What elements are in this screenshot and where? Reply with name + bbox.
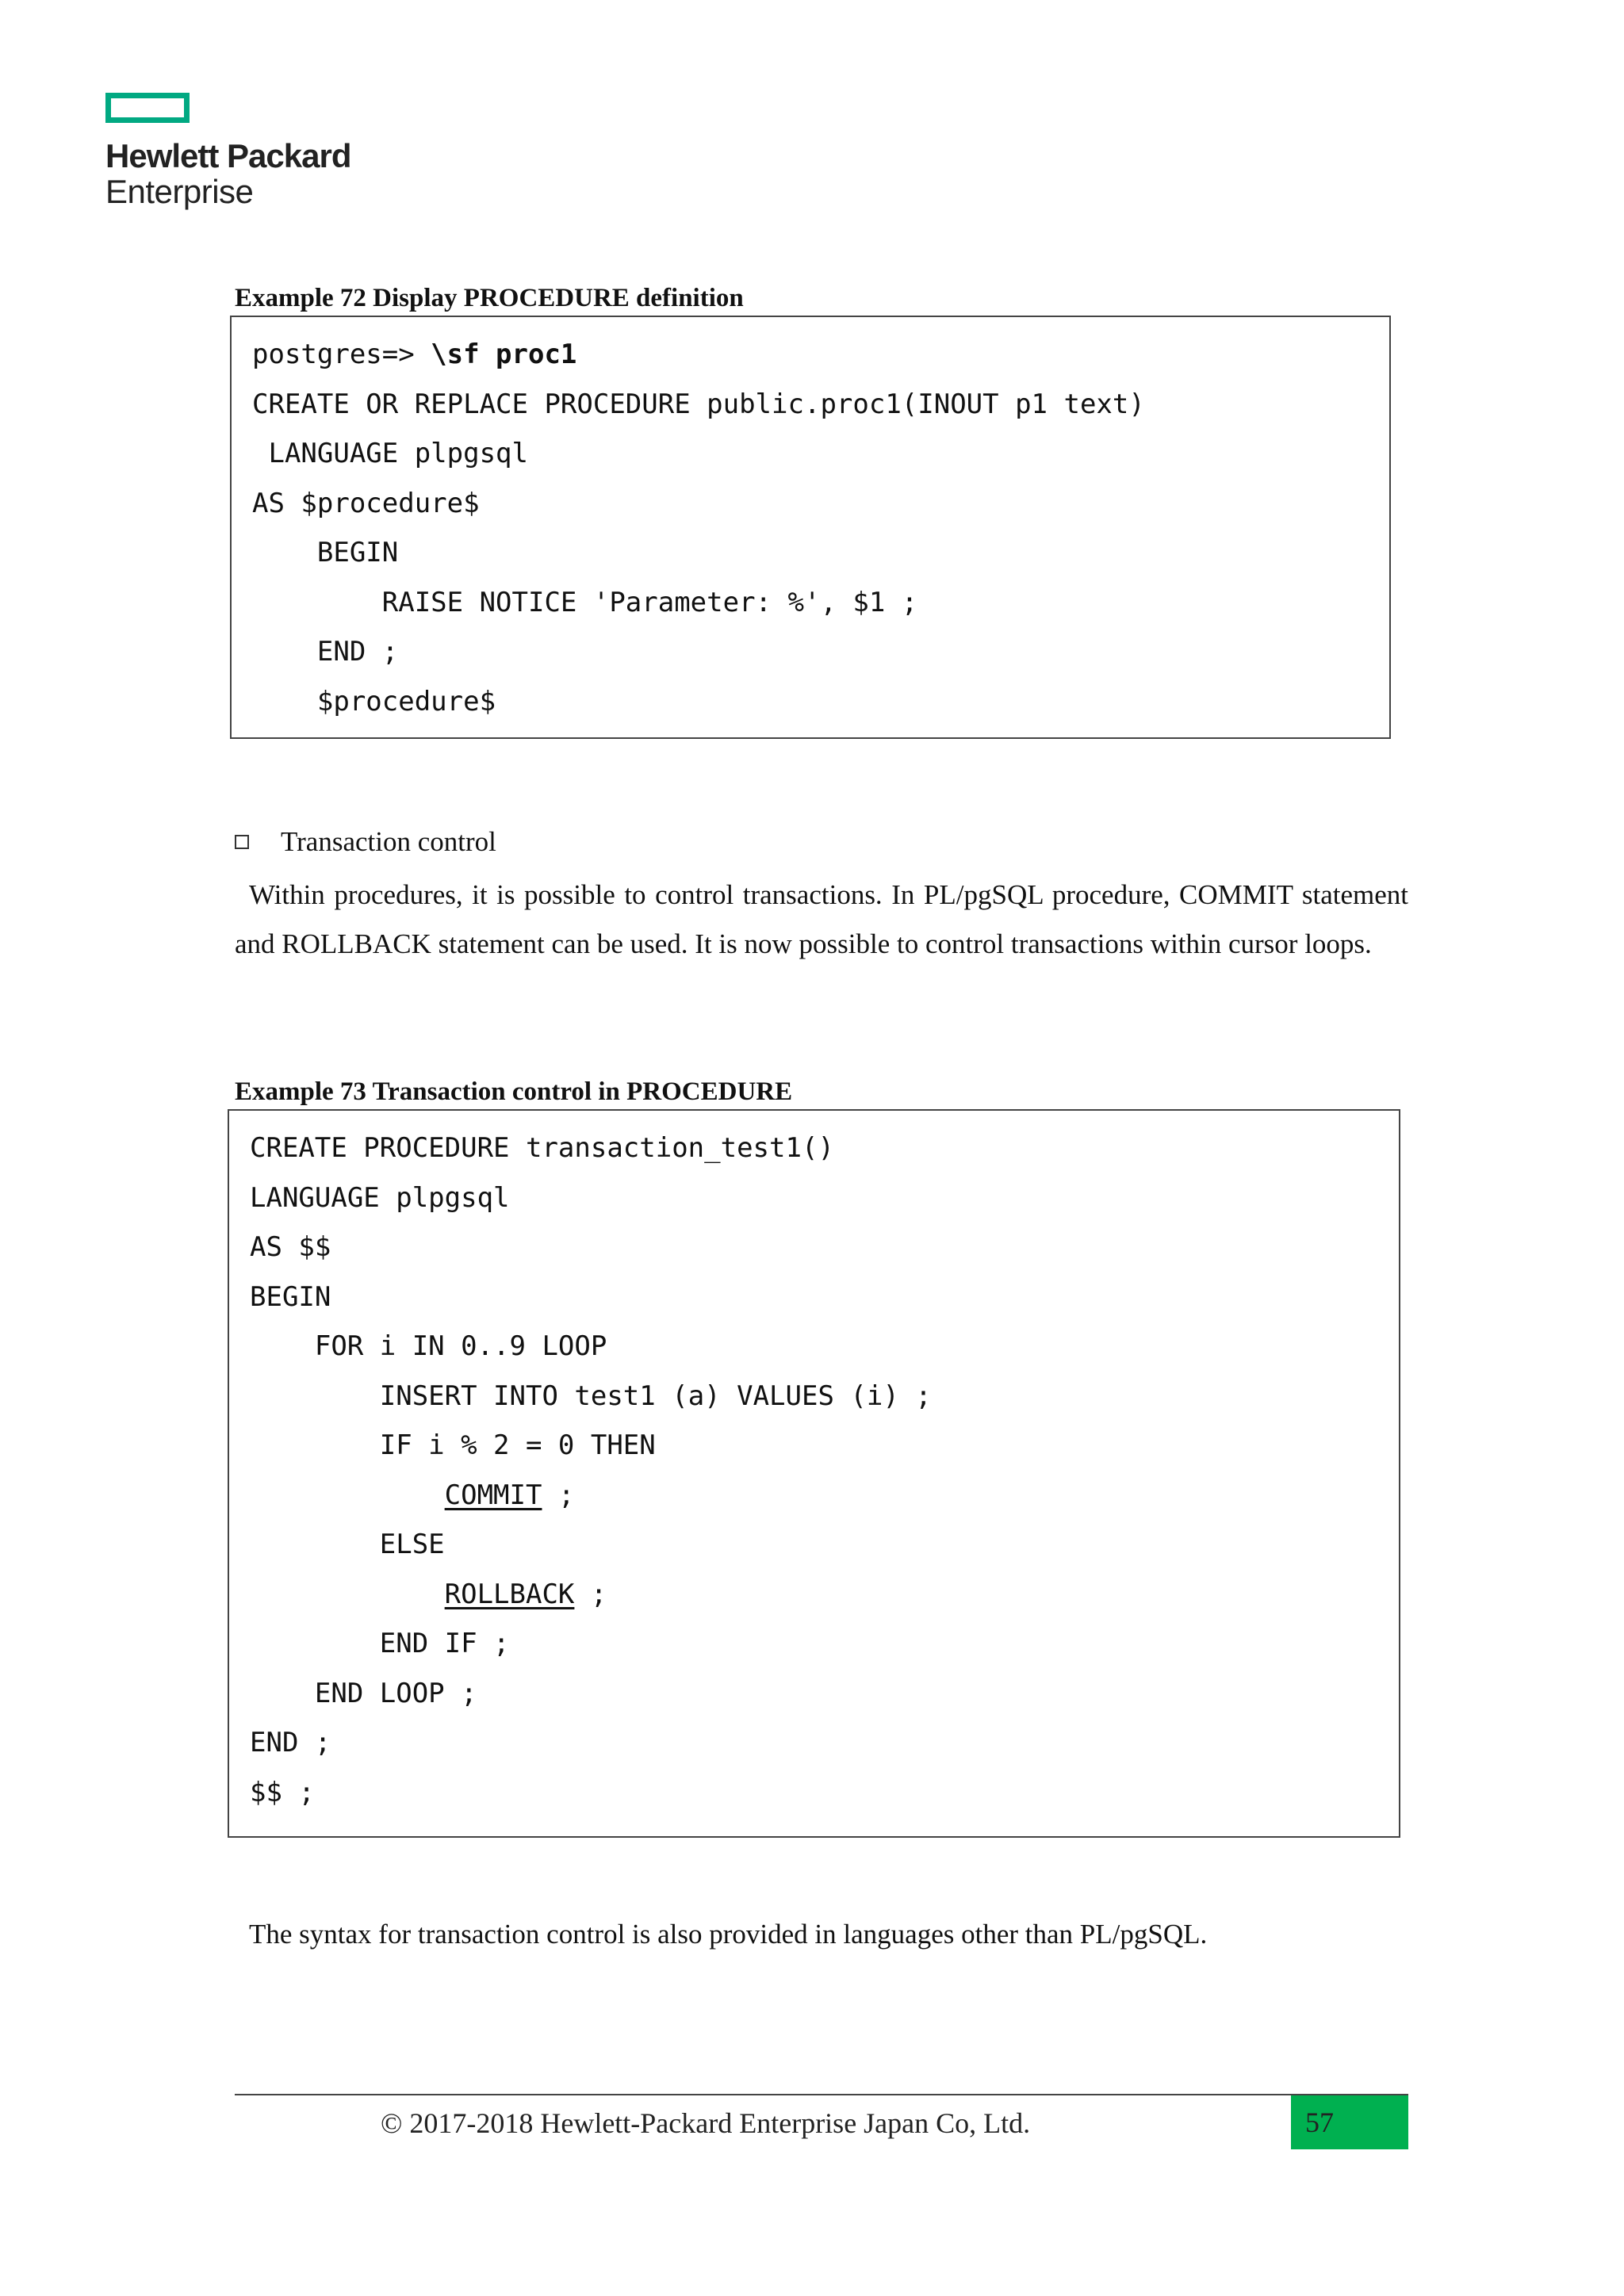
code-text: FOR i IN 0..9 LOOP [314, 1330, 607, 1362]
code-line [250, 1718, 1383, 1768]
code-line [250, 1223, 1383, 1272]
code-text: INSERT INTO test1 (a) VALUES (i) ; [379, 1380, 932, 1412]
code-indent [250, 1529, 380, 1560]
code-text: $$ ; [250, 1776, 315, 1808]
hpe-logo [105, 93, 359, 210]
code-line [250, 1173, 1383, 1223]
code-text: END LOOP ; [314, 1677, 477, 1709]
footer-copyright: © 2017-2018 Hewlett-Packard Enterprise Japan Co, Ltd. [381, 2107, 1031, 2139]
code-suffix: ; [574, 1578, 607, 1610]
code-text: AS $$ [250, 1231, 331, 1263]
code-keyword-underlined: ROLLBACK [444, 1578, 575, 1610]
code-text: IF i % 2 = 0 THEN [379, 1429, 656, 1461]
code-text: BEGIN [250, 1280, 331, 1313]
section-heading-label: Transaction control [281, 826, 496, 857]
code-line [250, 1421, 1383, 1471]
code-line: END ; [252, 636, 399, 668]
logo-text-line1: Hewlett Packard [105, 137, 351, 174]
code-line: BEGIN [252, 537, 399, 568]
section-paragraph [235, 871, 1408, 969]
code-line [250, 1471, 1383, 1521]
code-line [250, 1570, 1383, 1620]
code-text: END ; [250, 1727, 331, 1758]
code-line-prompt [252, 330, 1373, 380]
code-line: AS $procedure$ [252, 487, 480, 519]
code-indent [250, 1479, 445, 1511]
section-heading [235, 825, 496, 859]
code-line: LANGUAGE plpgsql [252, 438, 528, 469]
code-line: $procedure$ [252, 685, 496, 718]
code-indent [250, 1380, 380, 1412]
code-line [250, 1669, 1383, 1719]
code-line [250, 1272, 1383, 1322]
logo-rectangle-icon [105, 93, 190, 123]
page-number-badge: 57 [1291, 2095, 1408, 2149]
code-line [250, 1372, 1383, 1422]
code-text: LANGUAGE plpgsql [250, 1181, 510, 1214]
code-line: CREATE OR REPLACE PROCEDURE public.proc1(INOUT p1 text) [252, 388, 1145, 420]
footer-divider [235, 2094, 1408, 2095]
code-line: RAISE NOTICE 'Parameter: %', $1 ; [252, 586, 918, 618]
command-text: \sf proc1 [431, 339, 577, 370]
code-text: ELSE [379, 1529, 445, 1560]
example73-code-block [228, 1109, 1400, 1838]
code-line [250, 1619, 1383, 1669]
code-line [250, 1520, 1383, 1570]
example73-caption: Example 73 Transaction control in PROCEDURE [235, 1077, 793, 1106]
square-bullet-icon [235, 835, 249, 849]
example72-code-block [230, 316, 1391, 739]
code-indent [250, 1678, 315, 1709]
prompt-text: postgres=> [252, 339, 431, 370]
code-line [250, 1123, 1383, 1173]
code-suffix: ; [542, 1479, 575, 1511]
code-indent [250, 1578, 445, 1610]
code-text: CREATE PROCEDURE transaction_test1() [250, 1132, 834, 1164]
code-indent [250, 1429, 380, 1461]
code-text: END IF ; [379, 1628, 510, 1659]
code-indent [250, 1330, 315, 1362]
logo-text-line2: Enterprise [105, 173, 254, 210]
example72-caption: Example 72 Display PROCEDURE definition [235, 284, 744, 312]
code-line [250, 1768, 1383, 1818]
tail-paragraph: The syntax for transaction control is also provided in languages other than PL/pgSQL. [249, 1919, 1208, 1950]
code-line [250, 1322, 1383, 1372]
code-indent [250, 1628, 380, 1659]
section-paragraph-text: Within procedures, it is possible to control transactions. In PL/pgSQL procedure, COMMIT statement and ROLLBACK statement can be used. It is now possible to control transactions within cursor loops. [235, 879, 1408, 959]
code-keyword-underlined: COMMIT [444, 1479, 542, 1511]
